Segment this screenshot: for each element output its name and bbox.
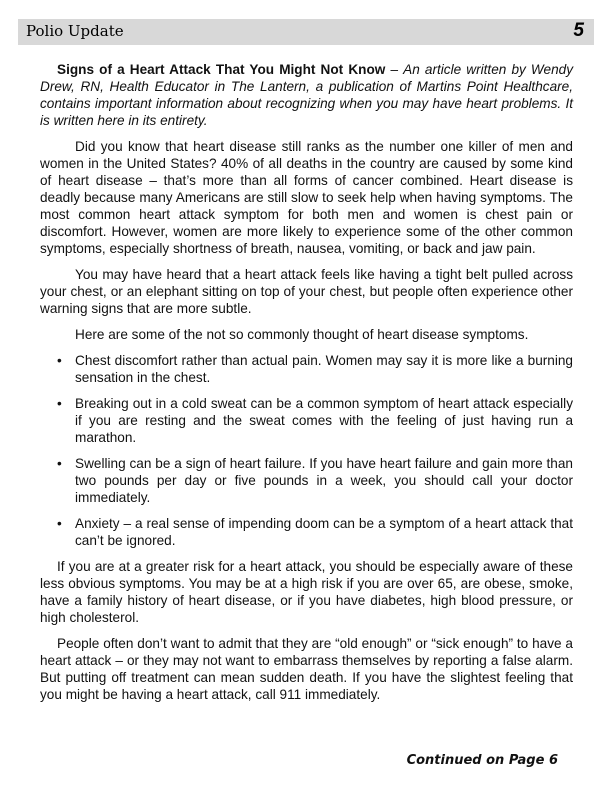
bullet-icon: • — [57, 516, 62, 531]
list-item — [40, 352, 573, 386]
list-item — [40, 455, 573, 506]
bullet-icon: • — [57, 456, 62, 471]
article-title: Signs of a Heart Attack That You Might Not Know — [57, 62, 386, 77]
article-intro — [40, 61, 573, 129]
title-dash: – — [385, 62, 404, 77]
list-item-text: Breaking out in a cold sweat can be a common symptom of heart attack especially if you are resting and the sweat comes with the feeling of just having run a marathon. — [75, 396, 573, 445]
continued-note: Continued on Page 6 — [406, 753, 558, 768]
paragraph-2: You may have heard that a heart attack feels like having a tight belt pulled across your chest, or an elephant sitting on top of your chest, but people often experience other warning signs that are more subtle. — [40, 267, 573, 316]
list-item-text: Anxiety – a real sense of impending doom can be a symptom of a heart attack that can’t be ignored. — [75, 516, 573, 548]
bullet-icon: • — [57, 353, 62, 368]
symptom-list — [40, 352, 573, 549]
page-number: 5 — [573, 20, 584, 41]
list-item — [40, 395, 573, 446]
list-item — [40, 515, 573, 549]
article-body — [40, 61, 573, 712]
page-header — [18, 19, 594, 45]
list-item-text: Swelling can be a sign of heart failure. If you have heart failure and gain more than two pounds per day or five pounds in a week, you should call your doctor immediately. — [75, 456, 573, 505]
paragraph-5: People often don’t want to admit that they are “old enough” or “sick enough” to have a heart attack – or they may not want to embarrass themselves by reporting a false alarm. But putting off treatment can mean sudden death. If you have the slightest feeling that you might be having a heart attack, call 911 immediately. — [40, 636, 573, 702]
list-item-text: Chest discomfort rather than actual pain. Women may say it is more like a burning sensation in the chest. — [75, 353, 573, 385]
newsletter-title: Polio Update — [26, 22, 124, 40]
article-byline: An article written by Wendy Drew, RN, Health Educator in The Lantern, a publication of Martins Point Healthcare, contains important information about recognizing when you may have heart problems. It is written here in its entirety. — [40, 62, 573, 128]
paragraph-4: If you are at a greater risk for a heart attack, you should be especially aware of these less obvious symptoms. You may be at a high risk if you are over 65, are obese, smoke, have a family history of heart disease, or if you have diabetes, high blood pressure, or high cholesterol. — [40, 559, 573, 625]
paragraph-1: Did you know that heart disease still ranks as the number one killer of men and women in the United States? 40% of all deaths in the country are caused by some kind of heart disease – that’s more than all forms of cancer combined. Heart disease is deadly because many Americans are still slow to seek help when having symptoms. The most common heart attack symptom for both men and women is chest pain or discomfort. However, women are more likely to experience some of the other common symptoms, especially shortness of breath, nausea, vomiting, or back and jaw pain. — [40, 139, 573, 256]
paragraph-3: Here are some of the not so commonly thought of heart disease symptoms. — [75, 327, 529, 342]
bullet-icon: • — [57, 396, 62, 411]
